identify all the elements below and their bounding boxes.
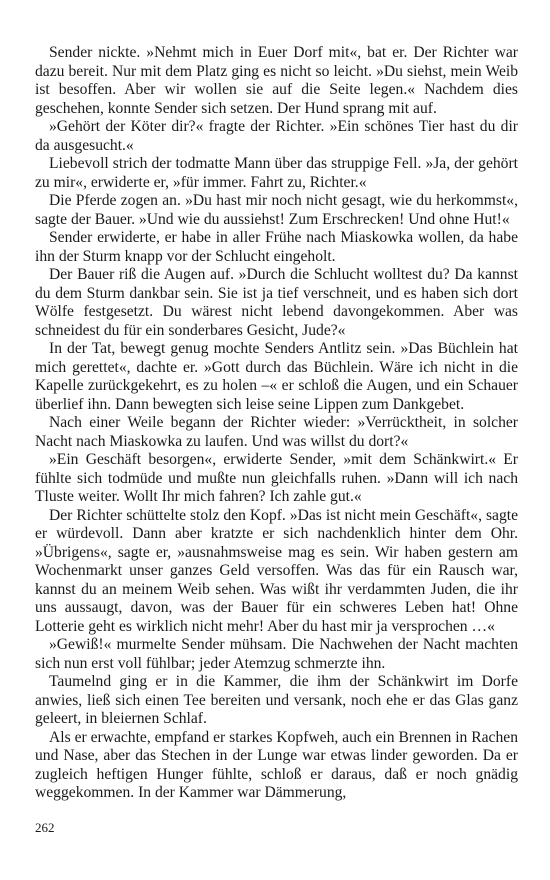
paragraph: »Gewiß!« murmelte Sender mühsam. Die Nachwehen der Nacht machten sich nun erst voll fühlbar; jeder Atemzug schmerzte ihn.	[35, 636, 518, 672]
paragraph: »Ein Geschäft besorgen«, erwiderte Sender, »mit dem Schänkwirt.« Er fühlte sich todmüde und mußte nun gleichfalls ruhen. »Dann will ich nach Tluste weiter. Wollt Ihr mich fahren? Ich zahle gut.«	[35, 451, 518, 505]
paragraph: Der Richter schüttelte stolz den Kopf. »Das ist nicht mein Geschäft«, sagte er würdevoll. Dann aber kratzte er sich nachdenklich hinter dem Ohr. »Übrigens«, sagte er, »ausnahmsweise mag es sein. Wir haben gestern am Wochenmarkt unser ganzes Geld versoffen. Was das für ein Rausch war, kannst du an meinem Weib sehen. Was wißt ihr verdammten Juden, die ihr uns aussaugt, davon, was der Bauer für ein schweres Leben hat! Ohne Lotterie geht es wirklich nicht mehr! Aber du hast mir ja versprochen …«	[35, 506, 518, 635]
page-number: 262	[35, 820, 55, 835]
paragraph: Sender erwiderte, er habe in aller Frühe nach Miaskowka wollen, da habe ihn der Sturm knapp vor der Schlucht eingeholt.	[35, 229, 518, 265]
paragraph: Taumelnd ging er in die Kammer, die ihm der Schänkwirt im Dorfe anwies, ließ sich einen Tee bereiten und versank, noch ehe er das Glas ganz geleert, in bleiernen Schlaf.	[35, 673, 518, 727]
paragraph: Sender nickte. »Nehmt mich in Euer Dorf mit«, bat er. Der Richter war dazu bereit. Nur mit dem Platz ging es nicht so leicht. »Du siehst, mein Weib ist besoffen. Aber wir wollen sie auf die Seite legen.« Nachdem dies geschehen, konnte Sender sich setzen. Der Hund sprang mit auf.	[35, 44, 518, 117]
paragraph: »Gehört der Köter dir?« fragte der Richter. »Ein schönes Tier hast du dir da ausgesucht.«	[35, 118, 518, 154]
paragraph: Liebevoll strich der todmatte Mann über das struppige Fell. »Ja, der gehört zu mir«, erwiderte er, »für immer. Fahrt zu, Richter.«	[35, 155, 518, 191]
paragraph: In der Tat, bewegt genug mochte Senders Antlitz sein. »Das Büchlein hat mich gerettet«, dachte er. »Gott durch das Büchlein. Wäre ich nicht in die Kapelle zurückgekehrt, es zu holen –« er schloß die Augen, und ein Schauer überlief ihn. Dann bewegten sich leise seine Lippen zum Dankgebet.	[35, 340, 518, 413]
page-body	[35, 44, 518, 803]
paragraph: Die Pferde zogen an. »Du hast mir noch nicht gesagt, wie du herkommst«, sagte der Bauer. »Und wie du aussiehst! Zum Erschrecken! Und ohne Hut!«	[35, 192, 518, 228]
paragraph: Der Bauer riß die Augen auf. »Durch die Schlucht wolltest du? Da kannst du dem Sturm dankbar sein. Sie ist ja tief verschneit, und es haben sich dort Wölfe festgesetzt. Du wärest nicht lebend davongekommen. Aber was schneidest du für ein sonderbares Gesicht, Jude?«	[35, 266, 518, 339]
paragraph: Nach einer Weile begann der Richter wieder: »Verrücktheit, in solcher Nacht nach Miaskowka zu laufen. Und was willst du dort?«	[35, 414, 518, 450]
paragraph: Als er erwachte, empfand er starkes Kopfweh, auch ein Brennen in Rachen und Nase, aber das Stechen in der Lunge war etwas linder geworden. Da er zugleich heftigen Hunger fühlte, schloß er daraus, daß er noch gnädig weggekommen. In der Kammer war Dämmerung,	[35, 728, 518, 801]
